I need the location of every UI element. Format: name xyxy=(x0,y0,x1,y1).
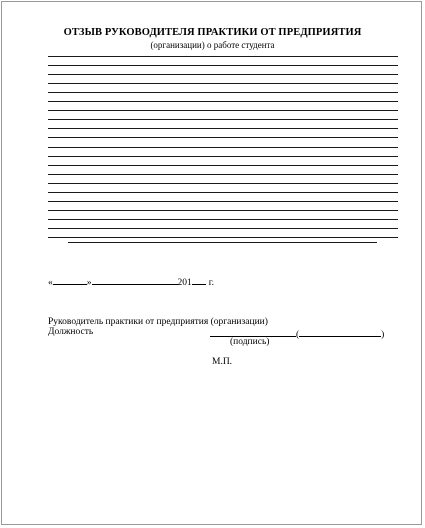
page-frame xyxy=(1,1,422,525)
review-line[interactable] xyxy=(48,147,398,148)
review-line[interactable] xyxy=(48,101,398,102)
review-line[interactable] xyxy=(48,183,398,184)
review-line[interactable] xyxy=(48,165,398,166)
document-subtitle: (организации) о работе студента xyxy=(150,40,275,50)
review-line[interactable] xyxy=(48,192,398,193)
name-blank[interactable] xyxy=(299,327,381,337)
review-line[interactable] xyxy=(48,228,398,229)
review-line[interactable] xyxy=(48,201,398,202)
date-close-quote: » xyxy=(86,278,92,288)
review-line[interactable] xyxy=(48,219,398,220)
review-line[interactable] xyxy=(48,74,398,75)
review-line-last[interactable] xyxy=(68,242,377,243)
year-prefix: 201 xyxy=(177,278,192,288)
review-line[interactable] xyxy=(48,56,398,57)
day-blank[interactable] xyxy=(53,275,87,285)
signature-blank[interactable] xyxy=(210,327,296,337)
month-blank[interactable] xyxy=(92,275,178,285)
review-line[interactable] xyxy=(48,156,398,157)
review-line[interactable] xyxy=(48,92,398,93)
review-line[interactable] xyxy=(48,65,398,66)
date-line xyxy=(48,275,214,288)
review-line[interactable] xyxy=(48,110,398,111)
review-line[interactable] xyxy=(48,210,398,211)
position-label: Должность xyxy=(48,327,94,337)
year-blank[interactable] xyxy=(192,275,206,285)
review-line[interactable] xyxy=(48,128,398,129)
name-open-paren: ( xyxy=(296,330,300,340)
review-line[interactable] xyxy=(48,237,398,238)
seal-label: М.П. xyxy=(212,357,233,367)
review-line[interactable] xyxy=(48,174,398,175)
year-suffix: г. xyxy=(208,278,214,288)
signature-caption: (подпись) xyxy=(230,337,270,347)
date-open-quote: « xyxy=(48,278,53,288)
review-line[interactable] xyxy=(48,83,398,84)
name-close-paren: ) xyxy=(381,330,385,340)
supervisor-label: Руководитель практики от предприятия (организации) xyxy=(48,317,268,327)
document-title: ОТЗЫВ РУКОВОДИТЕЛЯ ПРАКТИКИ ОТ ПРЕДПРИЯТИЯ xyxy=(63,27,362,38)
review-line[interactable] xyxy=(48,119,398,120)
review-line[interactable] xyxy=(48,137,398,138)
